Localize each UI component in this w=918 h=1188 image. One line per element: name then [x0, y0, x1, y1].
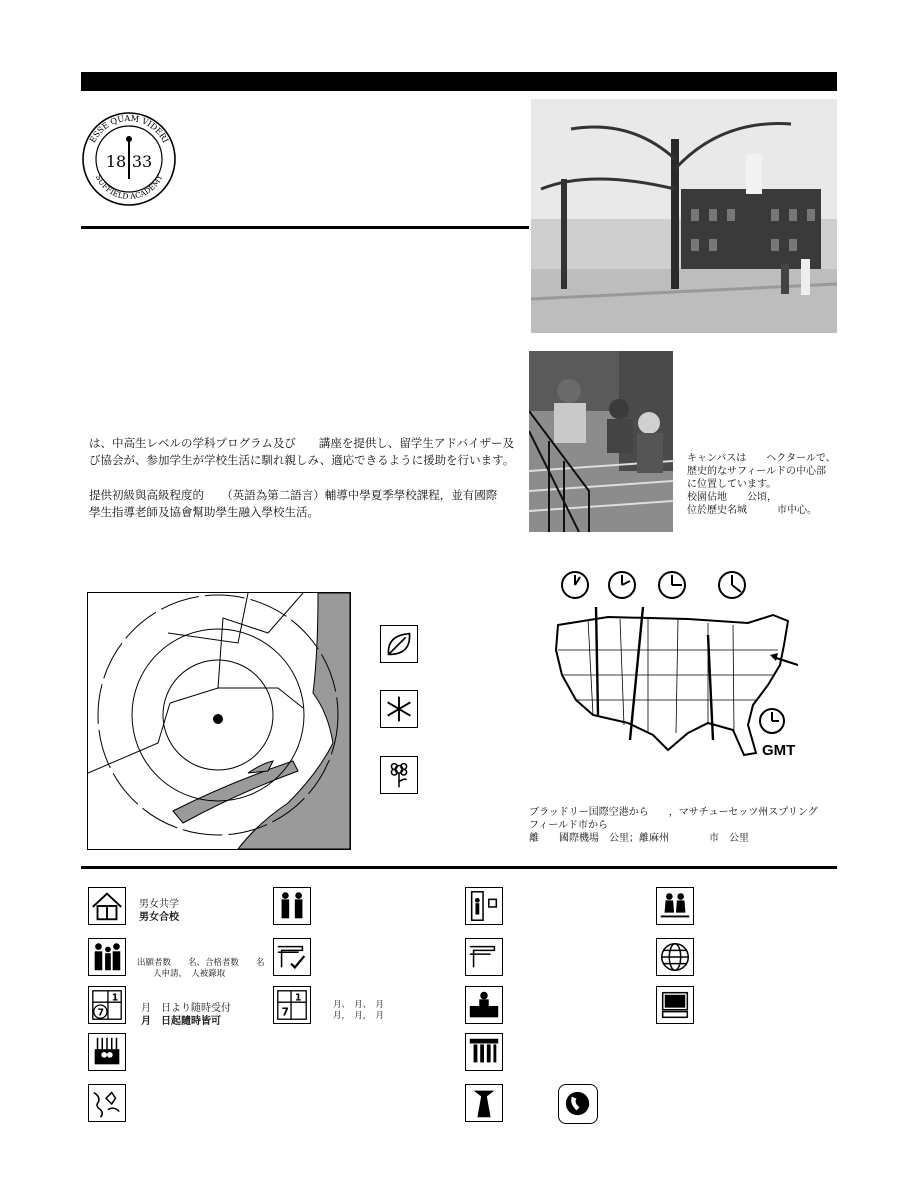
- top-bar: [81, 72, 837, 91]
- campus-zh-line1: 校園佔地 公頃，: [687, 492, 777, 503]
- sports-icon: [88, 1084, 126, 1122]
- columns-icon: [465, 1033, 503, 1071]
- dates-text: [333, 1000, 384, 1022]
- coed-zh: 男女合校: [139, 912, 179, 923]
- computer-icon: [656, 986, 694, 1024]
- svg-text:ESSE QUAM VIDERI: ESSE QUAM VIDERI: [87, 112, 171, 145]
- distance-info: [529, 806, 839, 845]
- campus-zh-line2: 位於歷史名城 市中心。: [687, 505, 817, 516]
- leaf-icon: [380, 625, 418, 663]
- campus-jp-line1: キャンパスは ヘクタールで、: [687, 453, 836, 464]
- couple-icon: [273, 887, 311, 925]
- regional-map: [87, 592, 351, 850]
- dates-jp: 月、 月、 月: [333, 1000, 385, 1010]
- rolling-zh: 月 日起隨時皆可: [141, 1016, 221, 1027]
- academy-seal-logo: [81, 111, 177, 207]
- rolling-admission-text: [141, 1002, 231, 1028]
- snowflake-icon: [380, 690, 418, 728]
- svg-text:1: 1: [111, 992, 119, 1004]
- svg-text:7: 7: [97, 1007, 105, 1019]
- telephone-icon: [558, 1084, 598, 1124]
- globe-icon: [656, 938, 694, 976]
- distance-jp-line1: ブラッドリー国際空港から ，マサチューセッツ州スプリング: [529, 807, 818, 818]
- school-location-dot: [213, 714, 223, 724]
- applicants-jp: 出願者数 名、合格者数 名: [137, 958, 265, 968]
- svg-text:1: 1: [294, 992, 302, 1004]
- campus-jp-line3: に位置しています。: [687, 479, 777, 490]
- dates-zh: 月， 月， 月: [333, 1011, 385, 1021]
- flower-icon: [380, 756, 418, 794]
- distance-zh-line: 離 國際機場 公里；離麻州 市 公里: [529, 833, 749, 844]
- rolling-jp: 月 日より随時受付: [141, 1003, 231, 1014]
- svg-text:SUFFIELD ACADEMY: SUFFIELD ACADEMY: [93, 173, 165, 202]
- section-rule: [81, 866, 837, 869]
- campus-description: [687, 452, 837, 517]
- us-timezone-map: [548, 605, 818, 765]
- chinese-paragraph: 提供初級與高級程度的 （英語為第二語言）輔導中學夏季學校課程，並有國際學生指導老師及協會幫助學生融入學校生活。: [89, 488, 498, 519]
- students-on-steps-photo: [529, 351, 673, 532]
- dress-icon: [465, 1084, 503, 1122]
- gmt-label: GMT: [762, 742, 796, 759]
- distance-jp-line2: フィールド市から: [529, 820, 608, 831]
- theater-icon: [88, 1033, 126, 1071]
- campus-jp-line2: 歴史的なサフィールドの中心部: [687, 466, 826, 477]
- japanese-paragraph: は、中高生レベルの学科プログラム及び 講座を提供し、留学生アドバイザー及び協会が、参加学生が学校生活に馴れ親しみ、適応できるように援助を行います。: [89, 436, 515, 467]
- door-icon: [465, 887, 503, 925]
- seal-year-right: 33: [131, 152, 153, 171]
- coed-text: [139, 898, 179, 924]
- timezone-clocks: [558, 568, 758, 602]
- students-icon: [88, 938, 126, 976]
- calendar-icon: [273, 986, 311, 1024]
- coed-jp: 男女共学: [139, 899, 179, 910]
- teacher-desk-icon: [465, 986, 503, 1024]
- header-rule: [81, 226, 529, 229]
- calendar-rolling-icon: [88, 986, 126, 1024]
- checklist-icon: [273, 938, 311, 976]
- campus-building-photo: [531, 99, 837, 333]
- house-icon: [88, 887, 126, 925]
- applicants-zh: 人申請， 人被錄取: [153, 969, 226, 979]
- svg-text:7: 7: [281, 1006, 289, 1019]
- document-icon: [465, 938, 503, 976]
- family-icon: [656, 887, 694, 925]
- seal-year-left: 18: [105, 152, 127, 171]
- applicants-text: [137, 958, 265, 980]
